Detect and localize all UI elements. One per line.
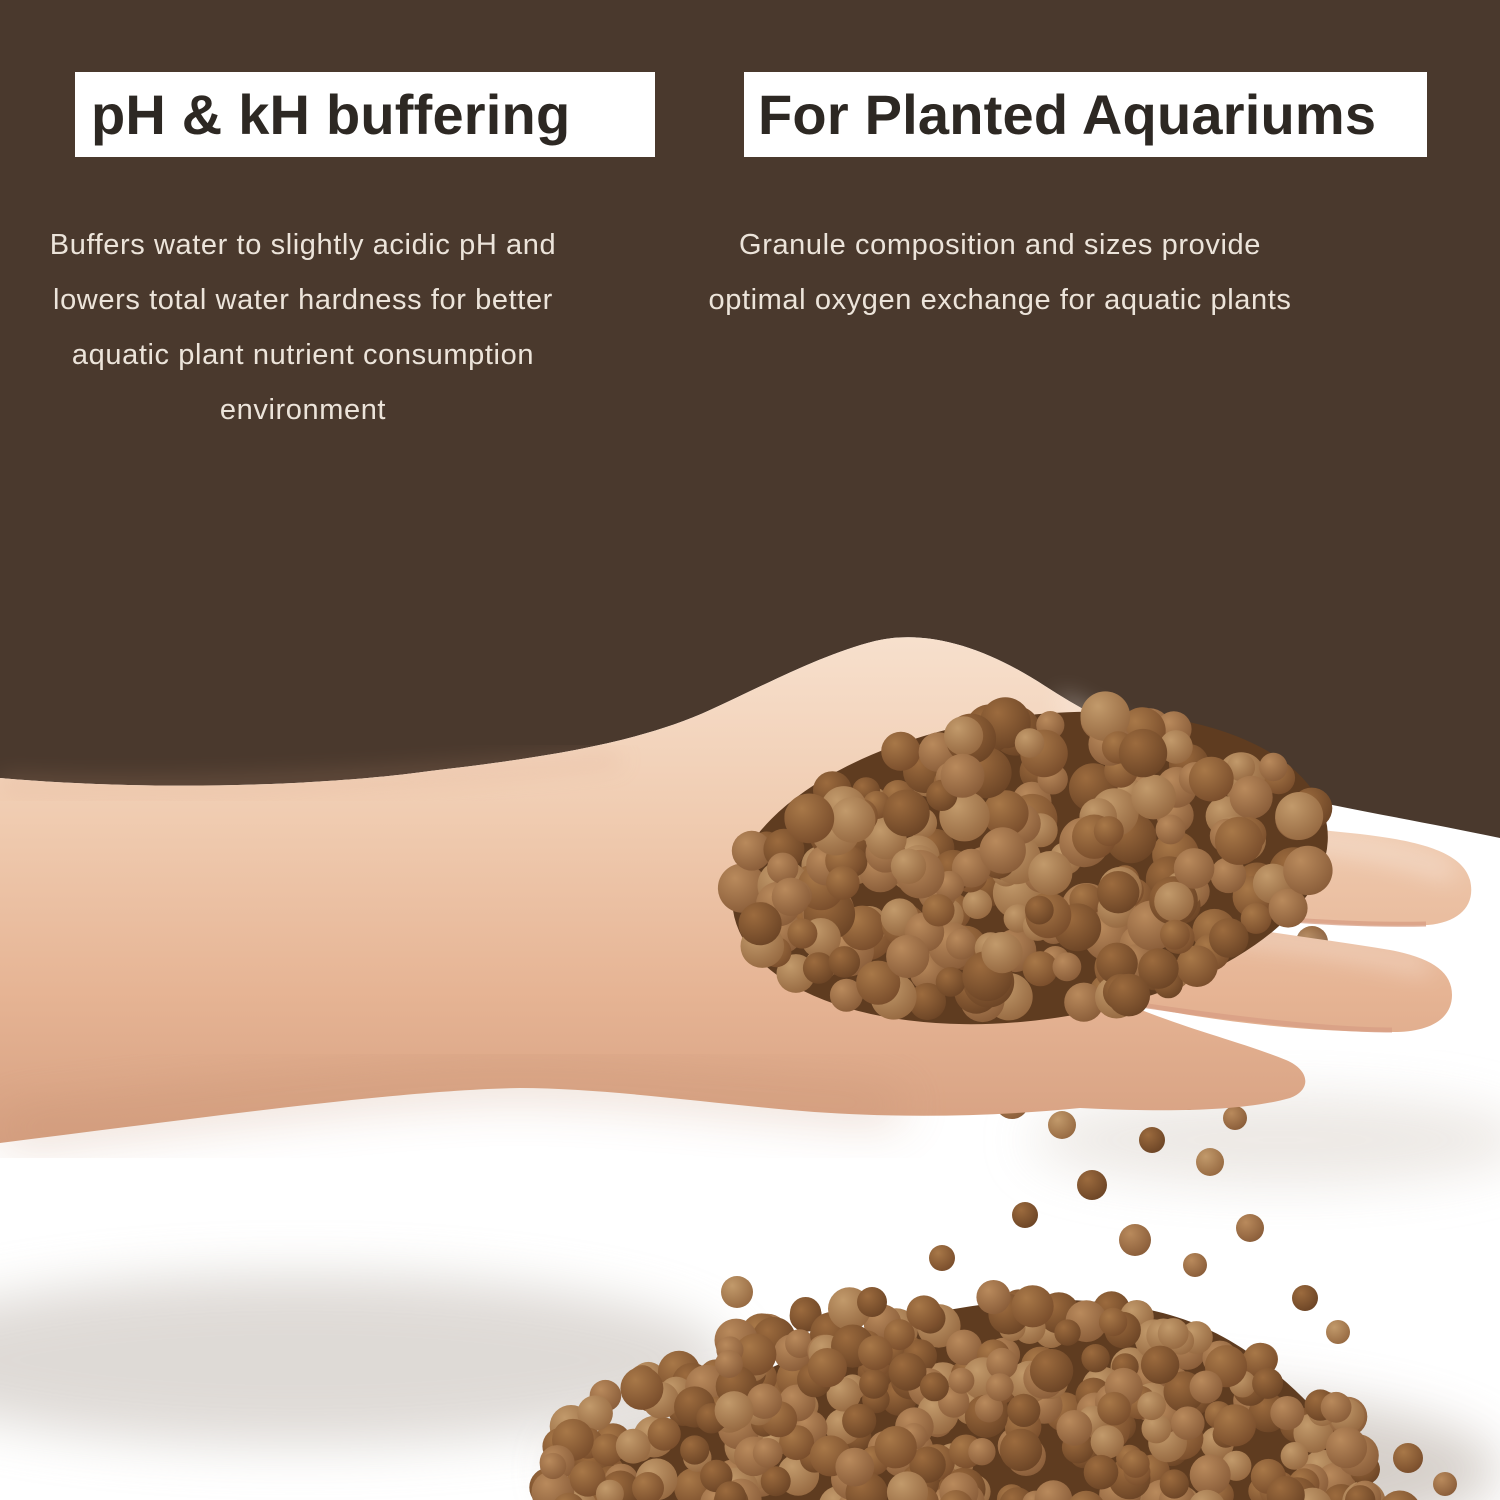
body-line: Buffers water to slightly acidic pH and [49, 229, 557, 261]
body-text-right [690, 218, 1310, 328]
body-line: Granule composition and sizes provide [739, 229, 1261, 261]
body-text-left [8, 218, 598, 438]
headline-box-planted-aquariums [744, 72, 1427, 157]
headline-box-ph-kh [75, 72, 655, 157]
headline-planted-aquariums-text: For Planted Aquariums [758, 83, 1377, 146]
body-line: optimal oxygen exchange for aquatic plants [708, 284, 1292, 316]
body-line: environment [219, 394, 387, 426]
body-line: lowers total water hardness for better [53, 284, 553, 316]
headline-ph-kh-text: pH & kH buffering [91, 83, 571, 146]
body-line: aquatic plant nutrient consumption [71, 339, 535, 371]
